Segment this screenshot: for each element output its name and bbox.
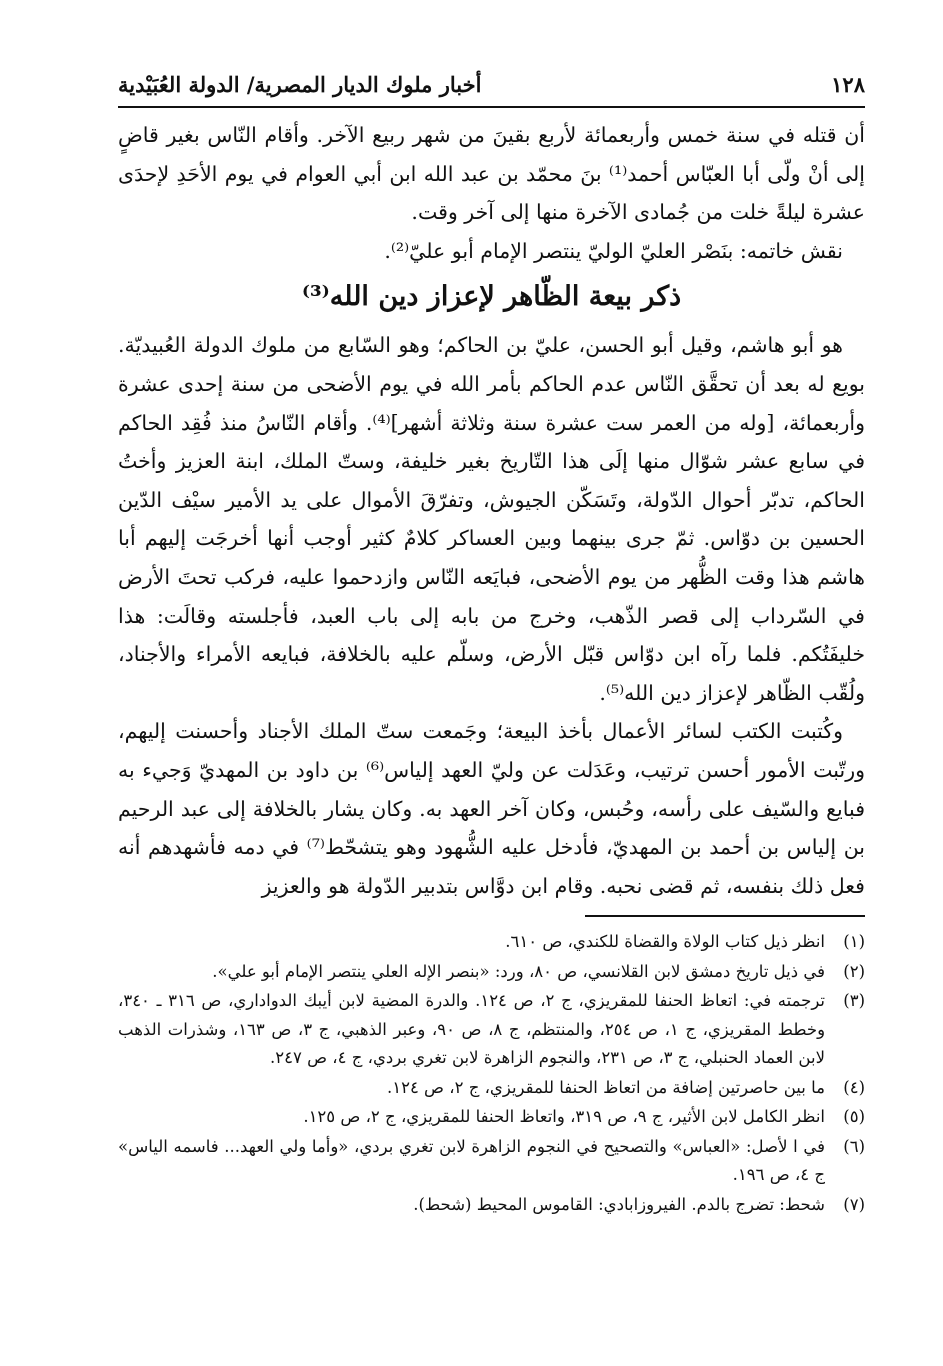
footnote-text: في ا لأصل: «العباس» والتصحيح في النجوم الزاهرة لابن تغري بردي، «وأما ولي العهد... فاسمه الياس» ج ٤، ص ١٩٦. <box>118 1136 825 1184</box>
footnote-text: شحط: تضرج بالدم. الفيروزابادي: القاموس المحيط (شحط). <box>413 1194 825 1214</box>
footnotes <box>118 928 865 1220</box>
paragraph-3: هو أبو هاشم، وقيل أبو الحسن، عليّ بن الحاكم؛ وهو السّابع من ملوك الدولة العُبيديّة. بويع له بعد أن تحقَّق النّاس عدم الحاكم بأمر الله في يوم الأضحى من سنة إحدى عشرة وأربعمائة، [وله من العمر ست عشرة سنة وثلاثة أشهر]⁽⁴⁾. وأقام النّاسُ منذ فُقِد الحاكم في سابع عشر شوّال منها إلَى هذا التّاريخ بغير خليفة، وستّ الملك، ابنة العزيز وأختُ الحاكم، تدبّر أحوال الدّولة، وتَسَكّن الجيوش، وتفرّقَ الأموال على يد الأمير سيْف الدّين الحسين بن دوّاس. ثمّ جرى بينهما وبين العساكر كلامٌ كثير أوجب أنها أخرجَت إليهم أبا هاشم هذا وقت الظُّهر من يوم الأضحى، فبايَعه النّاس وازدحموا عليه، فركب تحتَ الأرض في السّرداب إلى قصر الذّهب، وخرج من بابه إلى باب العبد، فأجلسته وقالَت: هذا خليفَتُكم. فلما رآه ابن دوّاس قبّل الأرض، وسلّم عليه بالخلافة، فبايعه الأمراء والأجناد، ولُقّب الظّاهر لإعزاز دين الله⁽⁵⁾. <box>118 333 866 705</box>
footnote-number: (٢) <box>843 961 865 981</box>
main-text <box>118 116 865 905</box>
footnote-number: (٤) <box>843 1077 865 1097</box>
footnote <box>118 928 865 957</box>
footnote <box>118 1074 865 1103</box>
footnote-number: (٦) <box>843 1136 865 1156</box>
footnote-number: (٣) <box>843 991 865 1010</box>
footnote-text: انظر ذيل كتاب الولاة والقضاة للكندي، ص ٦١٠. <box>505 932 825 951</box>
footnote <box>118 1191 865 1220</box>
paragraph-seal-inscription: نقش خاتمه: بنَصْر العليّ الوليّ ينتصر الإمام أبو عليّ⁽²⁾. <box>384 238 843 263</box>
footnote <box>118 1133 865 1190</box>
paragraph-1: أن قتله في سنة خمس وأربعمائة لأربع بقينَ من شهر ربيع الآخر. وأقام النّاس بغير قاضٍ إلى أنْ ولّى أبا العبّاس أحمد⁽¹⁾ بنَ محمّد بن عبد الله ابن أبي العوام في يوم الأحَدِ لإحدَى عشرة ليلةً خلت من جُمادى الآخرة منها إلى آخر وقت. <box>118 123 865 225</box>
footnote-text: ترجمته في: اتعاظ الحنفا للمقريزي، ج ٢، ص ١٢٤. والدرة المضية لابن أيبك الدواداري، ص ٣١٦ ـ ٣٤٠، وخطط المقريزي، ج ١، ص ٢٥٤، والمنتظم، ج ٨، ص ٩٠، وعبر الذهبي، ج ٣، ص ١٦٣، وشذرات الذهب لابن العماد الحنبلي، ج ٣، ص ٢٣١، والنجوم الزاهرة لابن تغري بردي، ج ٤، ص ٢٤٧. <box>118 991 826 1067</box>
footnote <box>118 1103 865 1132</box>
footnote-number: (٥) <box>843 1107 865 1126</box>
running-title: أخبار ملوك الديار المصرية/ الدولة العُبَيْدية <box>118 71 482 97</box>
paragraph-4: وكُتبت الكتب لسائر الأعمال بأخذ البيعة؛ وجَمعت ستّ الملك الأجناد وأحسنت إليهم، ورتّبت الأمور أحسن ترتيب، وعَدَلت عن وليّ العهد إلياس⁽⁶⁾ بن داود بن المهديّ وَجيء به فبايع والسّيف على رأسه، وحُبس، وكان آخر العهد به. وكان يشار بالخلافة إلى عبد الرحيم بن إلياس بن أحمد بن المهديّ، فأدخل عليه الشُّهود وهو يتشحّط⁽⁷⁾ في دمه فأشهدهم أنه فعل ذلك بنفسه، ثم قضى نحبه. وقام ابن دوَّاس بتدبير الدّولة هو والعزيز <box>118 719 865 898</box>
footnote-number: (٧) <box>843 1194 865 1214</box>
footnote-text: في ذيل تاريخ دمشق لابن القلانسي، ص ٨٠، ورد: «بنصر الإله العلي ينتصر الإمام أبو علي». <box>212 961 825 981</box>
footnote <box>118 958 865 987</box>
footnote-number: (١) <box>843 932 865 951</box>
page-header <box>118 62 865 108</box>
section-heading: ذكر بيعة الظّاهر لإعزاز دين الله⁽³⁾ <box>301 281 682 313</box>
footnote-text: ما بين حاصرتين إضافة من اتعاظ الحنفا للمقريزي، ج ٢، ص ١٢٤. <box>386 1077 825 1097</box>
page-number: ١٢٨ <box>831 71 865 97</box>
footnote <box>118 987 865 1073</box>
footnote-text: انظر الكامل لابن الأثير، ج ٩، ص ٣١٩، واتعاظ الحنفا للمقريزي، ج ٢، ص ١٢٥. <box>303 1107 825 1126</box>
footnote-divider <box>585 915 865 917</box>
